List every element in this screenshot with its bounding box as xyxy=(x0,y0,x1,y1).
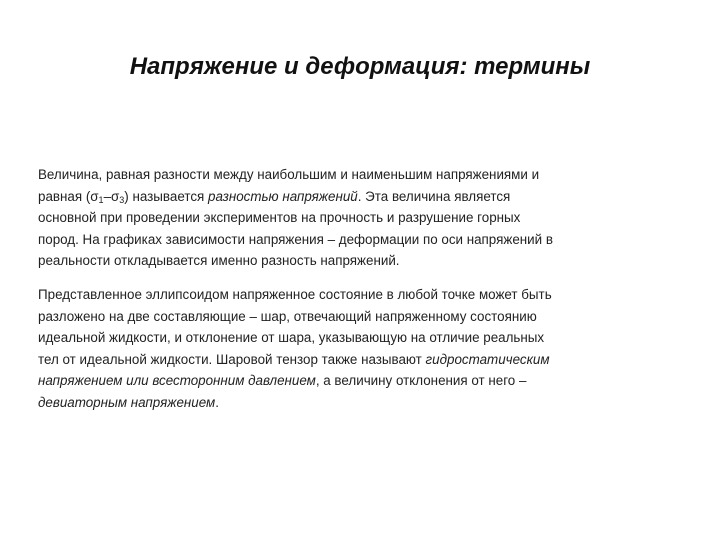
sigma-subscript-3: 3 xyxy=(119,194,125,205)
p1-line-1: Величина, равная разности между наибольшим и наименьшим напряжениями и xyxy=(38,167,540,182)
p1-line-2-middle: ) называется xyxy=(124,188,208,204)
paragraph-stress-decomposition xyxy=(38,284,686,414)
slide-title: Напряжение и деформация: термины xyxy=(129,53,591,80)
sigma-symbol: σ xyxy=(111,188,120,204)
p1-line-2-end: . Эта величина является xyxy=(357,188,511,204)
p2-line-6-end: . xyxy=(215,394,219,410)
p1-line-5: реальности откладывается именно разность напряжений. xyxy=(38,253,400,269)
p1-line-2-start: равная ( xyxy=(38,188,91,204)
term-deviatoric-stress: девиаторным напряжением xyxy=(38,394,216,410)
p1-line-2 xyxy=(38,186,686,208)
p2-line-4-start: тел от идеальной жидкости. Шаровой тензор также называют xyxy=(38,351,426,367)
p2-line-1: Представленное эллипсоидом напряженное состояние в любой точке может быть xyxy=(38,286,552,302)
term-hydrostatic: гидростатическим xyxy=(425,351,550,367)
p2-line-2: разложено на две составляющие – шар, отвечающий напряженному состоянию xyxy=(38,308,537,324)
term-hydrostatic-stress: напряжением или всесторонним давлением xyxy=(38,373,316,389)
p1-line-4: пород. На графиках зависимости напряжения – деформации по оси напряжений в xyxy=(38,231,553,247)
p2-line-6 xyxy=(38,392,686,414)
sigma-symbol: σ xyxy=(90,188,99,204)
slide-body xyxy=(38,164,686,414)
p2-line-4 xyxy=(38,349,686,371)
minus-sign: – xyxy=(103,188,112,204)
p2-line-3: идеальной жидкости, и отклонение от шара, указывающую на отличие реальных xyxy=(38,330,545,346)
term-stress-difference: разностью напряжений xyxy=(208,188,358,204)
paragraph-stress-difference xyxy=(38,164,686,272)
sigma-subscript-1: 1 xyxy=(98,194,104,205)
p1-line-3: основной при проведении экспериментов на прочность и разрушение горных xyxy=(38,210,521,226)
p2-line-5-end: , а величину отклонения от него – xyxy=(315,373,527,389)
p2-line-5 xyxy=(38,370,686,392)
